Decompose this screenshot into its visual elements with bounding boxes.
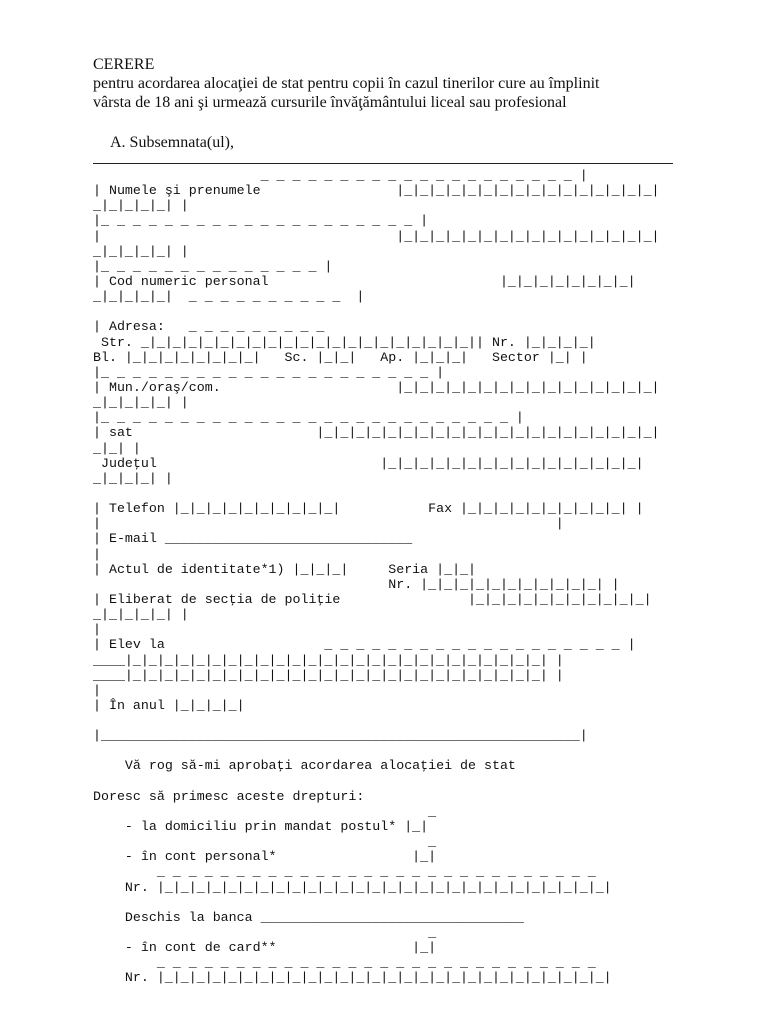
form-line: | Eliberat de secţia de poliţie |_|_|_|_|_|_|_|_|_|_|_| — [93, 591, 652, 607]
form-line: | E-mail _______________________________ — [93, 531, 413, 547]
form-line: _|_|_|_|_| | — [93, 198, 189, 214]
form-line: | Telefon |_|_|_|_|_|_|_|_|_|_| Fax |_|_|_|_|_|_|_|_|_|_| | — [93, 501, 644, 517]
form-line: _ _ _ _ _ _ _ _ _ _ _ _ _ _ _ _ _ _ _ _ _ _ _ _ _ _ _ _ — [93, 955, 596, 971]
form-line: Vă rog să-mi aprobaţi acordarea alocaţiei de stat — [93, 758, 516, 774]
document-header — [93, 55, 733, 112]
document-subtitle-line-2: vârsta de 18 ani şi urmează cursurile învăţământului liceal sau profesional — [93, 94, 567, 111]
form-line: _|_|_|_|_| | — [93, 395, 189, 411]
form-line: ____|_|_|_|_|_|_|_|_|_|_|_|_|_|_|_|_|_|_|_|_|_|_|_|_|_|_| | — [93, 667, 564, 683]
form-line: | — [93, 622, 101, 638]
form-line — [93, 486, 660, 501]
form-line: |_ _ _ _ _ _ _ _ _ _ _ _ _ _ _ _ _ _ _ _ _ | — [93, 364, 445, 380]
document-subtitle-line-1: pentru acordarea alocaţiei de stat pentru copii în cazul tinerilor cure au împlinit — [93, 75, 600, 92]
form-line: _|_|_|_|_| | — [93, 243, 189, 259]
form-line: |_ _ _ _ _ _ _ _ _ _ _ _ _ _ _ _ _ _ _ _ | — [93, 213, 429, 229]
form-line: | — [93, 682, 101, 698]
form-line: Judeţul |_|_|_|_|_|_|_|_|_|_|_|_|_|_|_|_| — [93, 455, 644, 471]
form-line: Bl. |_|_|_|_|_|_|_|_| Sc. |_|_| Ap. |_|_|_| Sector |_| | — [93, 349, 588, 365]
form-line: | |_|_|_|_|_|_|_|_|_|_|_|_|_|_|_|_| — [93, 228, 660, 244]
form-line — [93, 304, 660, 319]
form-line: _ _ _ _ _ _ _ _ _ _ _ _ _ _ _ _ _ _ _ _ _ _ _ _ _ _ _ _ — [93, 864, 596, 880]
form-line: |_ _ _ _ _ _ _ _ _ _ _ _ _ _ _ _ _ _ _ _ _ _ _ _ _ _ | — [93, 410, 524, 426]
form-line: - în cont personal* |_| — [93, 849, 437, 865]
form-line: _|_|_|_| | — [93, 470, 173, 486]
form-line: | Numele şi prenumele |_|_|_|_|_|_|_|_|_|_|_|_|_|_|_|_| — [93, 183, 660, 199]
form-line: _ — [93, 803, 437, 819]
form-line: ____|_|_|_|_|_|_|_|_|_|_|_|_|_|_|_|_|_|_|_|_|_|_|_|_|_|_| | — [93, 652, 564, 668]
form-line: _ — [93, 925, 437, 941]
form-line — [93, 713, 660, 728]
form-line: Str. _|_|_|_|_|_|_|_|_|_|_|_|_|_|_|_|_|_|_|_|_|| Nr. |_|_|_|_| — [93, 334, 596, 350]
form-line: Doresc să primesc aceste drepturi: — [93, 788, 365, 804]
form-line: | În anul |_|_|_|_| — [93, 697, 245, 713]
form-line: | | — [93, 516, 564, 532]
section-a-heading: A. Subsemnata(ul), — [110, 134, 234, 151]
form-line: _|_|_|_|_| _ _ _ _ _ _ _ _ _ _ | — [93, 289, 365, 305]
form-top-rule — [93, 163, 673, 164]
form-line: |____________________________________________________________| — [93, 728, 588, 744]
form-body — [93, 168, 660, 986]
form-line: _ — [93, 834, 437, 850]
form-line: _|_| | — [93, 440, 141, 456]
form-line: Deschis la banca _________________________________ — [93, 909, 524, 925]
form-line: - în cont de card** |_| — [93, 940, 437, 956]
form-line — [93, 774, 660, 789]
form-line: | Mun./oraş/com. |_|_|_|_|_|_|_|_|_|_|_|_|_|_|_|_| — [93, 379, 660, 395]
form-line: | Elev la _ _ _ _ _ _ _ _ _ _ _ _ _ _ _ _ _ _ _ | — [93, 637, 636, 653]
form-line: | Cod numeric personal |_|_|_|_|_|_|_|_| — [93, 273, 636, 289]
form-line: Nr. |_|_|_|_|_|_|_|_|_|_|_| | — [93, 576, 620, 592]
form-line: Nr. |_|_|_|_|_|_|_|_|_|_|_|_|_|_|_|_|_|_|_|_|_|_|_|_|_|_|_|_| — [93, 970, 612, 986]
form-line: | — [93, 546, 101, 562]
form-line — [93, 895, 660, 910]
form-line: | sat |_|_|_|_|_|_|_|_|_|_|_|_|_|_|_|_|_|_|_|_|_| — [93, 425, 660, 441]
form-line: | Adresa: _ _ _ _ _ _ _ _ _ — [93, 319, 325, 335]
form-line — [93, 743, 660, 758]
form-line: _ _ _ _ _ _ _ _ _ _ _ _ _ _ _ _ _ _ _ _ | — [93, 168, 588, 183]
form-line: - la domiciliu prin mandat postul* |_| — [93, 819, 429, 835]
form-line: |_ _ _ _ _ _ _ _ _ _ _ _ _ _ | — [93, 258, 333, 274]
document-title: CERERE — [93, 56, 155, 73]
form-line: | Actul de identitate*1) |_|_|_| Seria |_|_| — [93, 561, 477, 577]
form-line: Nr. |_|_|_|_|_|_|_|_|_|_|_|_|_|_|_|_|_|_|_|_|_|_|_|_|_|_|_|_| — [93, 879, 612, 895]
form-line: _|_|_|_|_| | — [93, 607, 189, 623]
